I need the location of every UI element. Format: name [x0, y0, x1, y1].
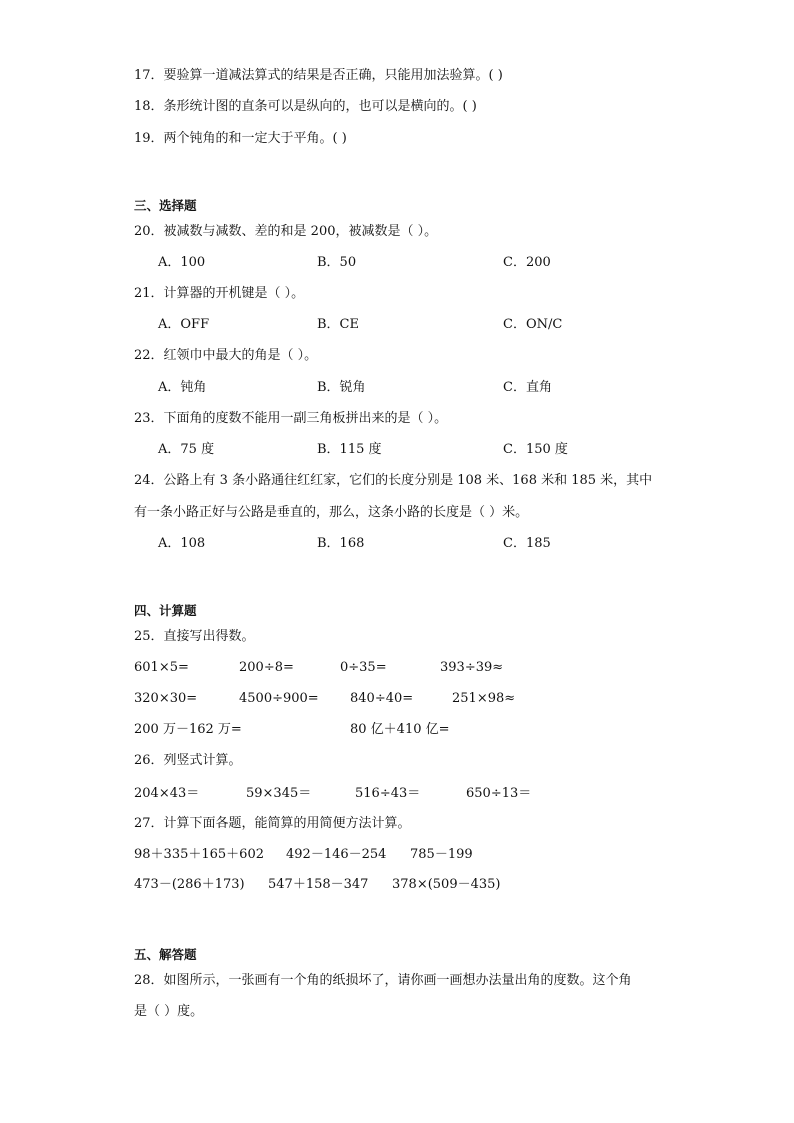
- q22-option-b: B．锐角: [317, 380, 366, 395]
- q25-r1-item2: 200÷8=: [239, 660, 294, 675]
- q25-r1-item3: 0÷35=: [340, 660, 387, 675]
- q21-option-b: B．CE: [317, 317, 359, 332]
- q27-r2-item1: 473－(286＋173): [134, 877, 245, 892]
- q23-option-b: B．115 度: [317, 442, 382, 457]
- q27-r1-item1: 98＋335＋165＋602: [134, 847, 264, 862]
- q24-option-a: A．108: [158, 536, 206, 551]
- q27-r2-item2: 547＋158－347: [268, 877, 369, 892]
- q21-option-c: C．ON/C: [503, 317, 563, 332]
- q26-item2: 59×345＝: [246, 786, 312, 801]
- question-24-line-2: 有一条小路正好与公路是垂直的，那么，这条小路的长度是（ ）米。: [134, 505, 529, 520]
- q25-r2-item4: 251×98≈: [452, 691, 516, 706]
- q26-item1: 204×43＝: [134, 786, 200, 801]
- question-22: 22．红领巾中最大的角是（ ）。: [134, 348, 318, 363]
- question-27: 27．计算下面各题，能简算的用简便方法计算。: [134, 816, 411, 831]
- q24-option-b: B．168: [317, 536, 365, 551]
- section-heading-calc: 四、计算题: [134, 603, 197, 618]
- q24-option-c: C．185: [503, 536, 551, 551]
- q22-option-a: A．钝角: [158, 380, 207, 395]
- section-heading-choice: 三、选择题: [134, 198, 197, 213]
- q20-option-b: B．50: [317, 255, 357, 270]
- q25-r2-item3: 840÷40=: [350, 691, 414, 706]
- q20-option-c: C．200: [503, 255, 551, 270]
- question-21: 21．计算器的开机键是（ ）。: [134, 286, 305, 301]
- section-heading-answer: 五、解答题: [134, 947, 197, 962]
- q23-option-a: A．75 度: [158, 442, 215, 457]
- q27-r2-item3: 378×(509－435): [392, 877, 501, 892]
- q25-r1-item1: 601×5=: [134, 660, 189, 675]
- question-24-line-1: 24．公路上有 3 条小路通往红红家，它们的长度分别是 108 米、168 米和 185 米，其中: [134, 473, 653, 488]
- q25-r3-item2: 80 亿＋410 亿=: [350, 722, 450, 737]
- q27-r1-item3: 785－199: [410, 847, 473, 862]
- q22-option-c: C．直角: [503, 380, 552, 395]
- q25-r1-item4: 393÷39≈: [440, 660, 504, 675]
- question-28-line-1: 28．如图所示，一张画有一个角的纸损坏了，请你画一画想办法量出角的度数。这个角: [134, 973, 632, 988]
- question-19: 19．两个钝角的和一定大于平角。( ): [134, 131, 347, 146]
- question-23: 23．下面角的度数不能用一副三角板拼出来的是（ ）。: [134, 411, 448, 426]
- q21-option-a: A．OFF: [158, 317, 210, 332]
- question-25: 25．直接写出得数。: [134, 629, 255, 644]
- q25-r2-item2: 4500÷900=: [239, 691, 319, 706]
- q26-item4: 650÷13＝: [466, 786, 532, 801]
- question-28-line-2: 是（ ）度。: [134, 1004, 204, 1019]
- q23-option-c: C．150 度: [503, 442, 568, 457]
- q27-r1-item2: 492－146－254: [286, 847, 387, 862]
- q26-item3: 516÷43＝: [355, 786, 421, 801]
- question-26: 26．列竖式计算。: [134, 753, 242, 768]
- question-20: 20．被减数与减数、差的和是 200，被减数是（ ）。: [134, 224, 438, 239]
- q25-r3-item1: 200 万－162 万=: [134, 722, 242, 737]
- q25-r2-item1: 320×30=: [134, 691, 198, 706]
- question-17: 17．要验算一道减法算式的结果是否正确，只能用加法验算。( ): [134, 68, 503, 83]
- q20-option-a: A．100: [158, 255, 206, 270]
- question-18: 18．条形统计图的直条可以是纵向的，也可以是横向的。( ): [134, 99, 477, 114]
